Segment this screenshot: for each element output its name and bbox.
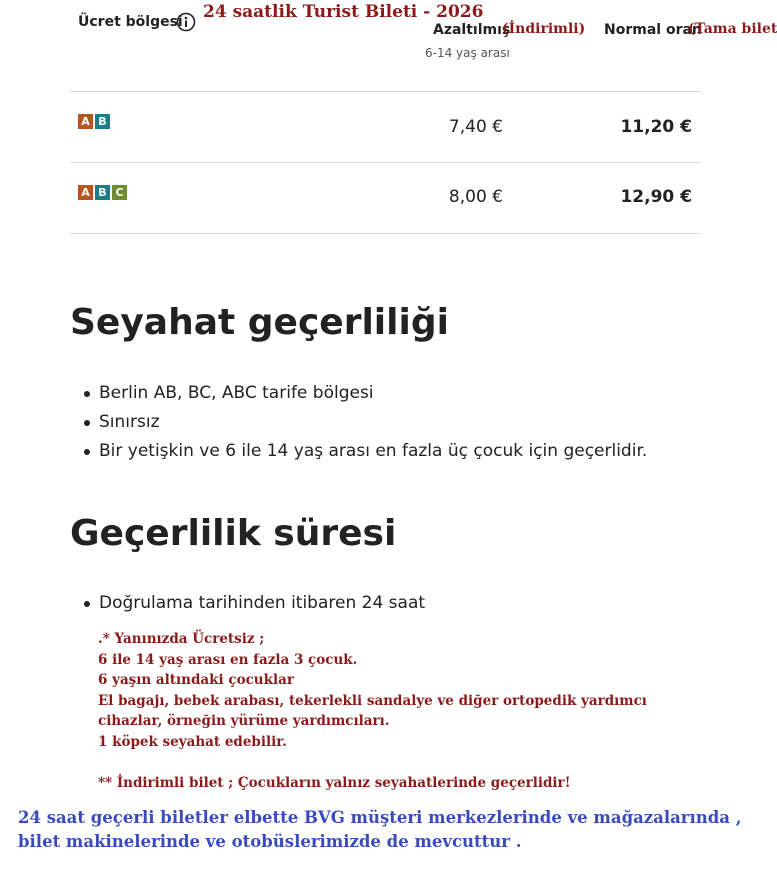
zone-badge-c: C <box>112 185 127 200</box>
note-line: cihazlar, örneğin yürüme yardımcıları. <box>98 713 390 729</box>
free-travel-notes <box>98 629 647 793</box>
info-icon[interactable] <box>176 12 196 32</box>
footer-availability-note <box>18 806 742 854</box>
list-item: Berlin AB, BC, ABC tarife bölgesi <box>82 383 647 412</box>
note-line: 1 köpek seyahat edebilir. <box>98 733 287 750</box>
table-divider <box>70 233 700 234</box>
col-regular-overlay: (Tama bilet <box>688 21 777 37</box>
price-regular-ab: 11,20 € <box>620 117 692 137</box>
note-line: .* Yanınızda Ücretsiz ; <box>98 631 265 647</box>
validity-list <box>82 383 647 470</box>
footer-line: bilet makinelerinde ve otobüslerimizde de mevcuttur . <box>18 832 522 851</box>
note-line: 6 ile 14 yaş arası en fazla 3 çocuk. <box>98 651 358 668</box>
zone-badge-a: A <box>78 114 93 129</box>
list-item: Sınırsız <box>82 412 647 441</box>
list-item: Doğrulama tarihinden itibaren 24 saat <box>82 593 425 622</box>
note-line: 6 yaşın altındaki çocuklar <box>98 672 294 688</box>
list-item: Bir yetişkin ve 6 ile 14 yaş arası en fazla üç çocuk için geçerlidir. <box>82 441 647 470</box>
note-line <box>98 752 647 773</box>
note-line: El bagajı, bebek arabası, tekerlekli sandalye ve diğer ortopedik yardımcı <box>98 692 647 709</box>
col-reduced-subheading: 6-14 yaş arası <box>425 46 510 60</box>
zone-badge-b: B <box>95 114 110 129</box>
zone-badges-ab <box>78 114 110 129</box>
duration-heading: Geçerlilik süresi <box>70 513 397 554</box>
price-regular-abc: 12,90 € <box>620 187 692 207</box>
col-reduced-heading: Azaltılmış <box>433 22 511 38</box>
zone-badge-b: B <box>95 185 110 200</box>
col-reduced-overlay: (İndirimli) <box>502 21 586 37</box>
note-line: ** İndirimli bilet ; Çocukların yalnız seyahatlerinde geçerlidir! <box>98 774 571 791</box>
duration-list <box>82 593 425 622</box>
zone-badges-abc <box>78 185 127 200</box>
table-divider <box>70 91 700 92</box>
footer-line: 24 saat geçerli biletler elbette BVG müşteri merkezlerinde ve mağazalarında , <box>18 808 742 827</box>
overlay-title: 24 saatlik Turist Bileti - 2026 <box>203 2 484 22</box>
fare-zone-label: Ücret bölgesi <box>78 14 183 30</box>
validity-heading: Seyahat geçerliliği <box>70 302 449 343</box>
table-divider <box>70 162 700 163</box>
zone-badge-a: A <box>78 185 93 200</box>
col-regular-heading: Normal oran <box>604 22 702 38</box>
price-reduced-ab: 7,40 € <box>448 117 503 137</box>
price-reduced-abc: 8,00 € <box>448 187 503 207</box>
